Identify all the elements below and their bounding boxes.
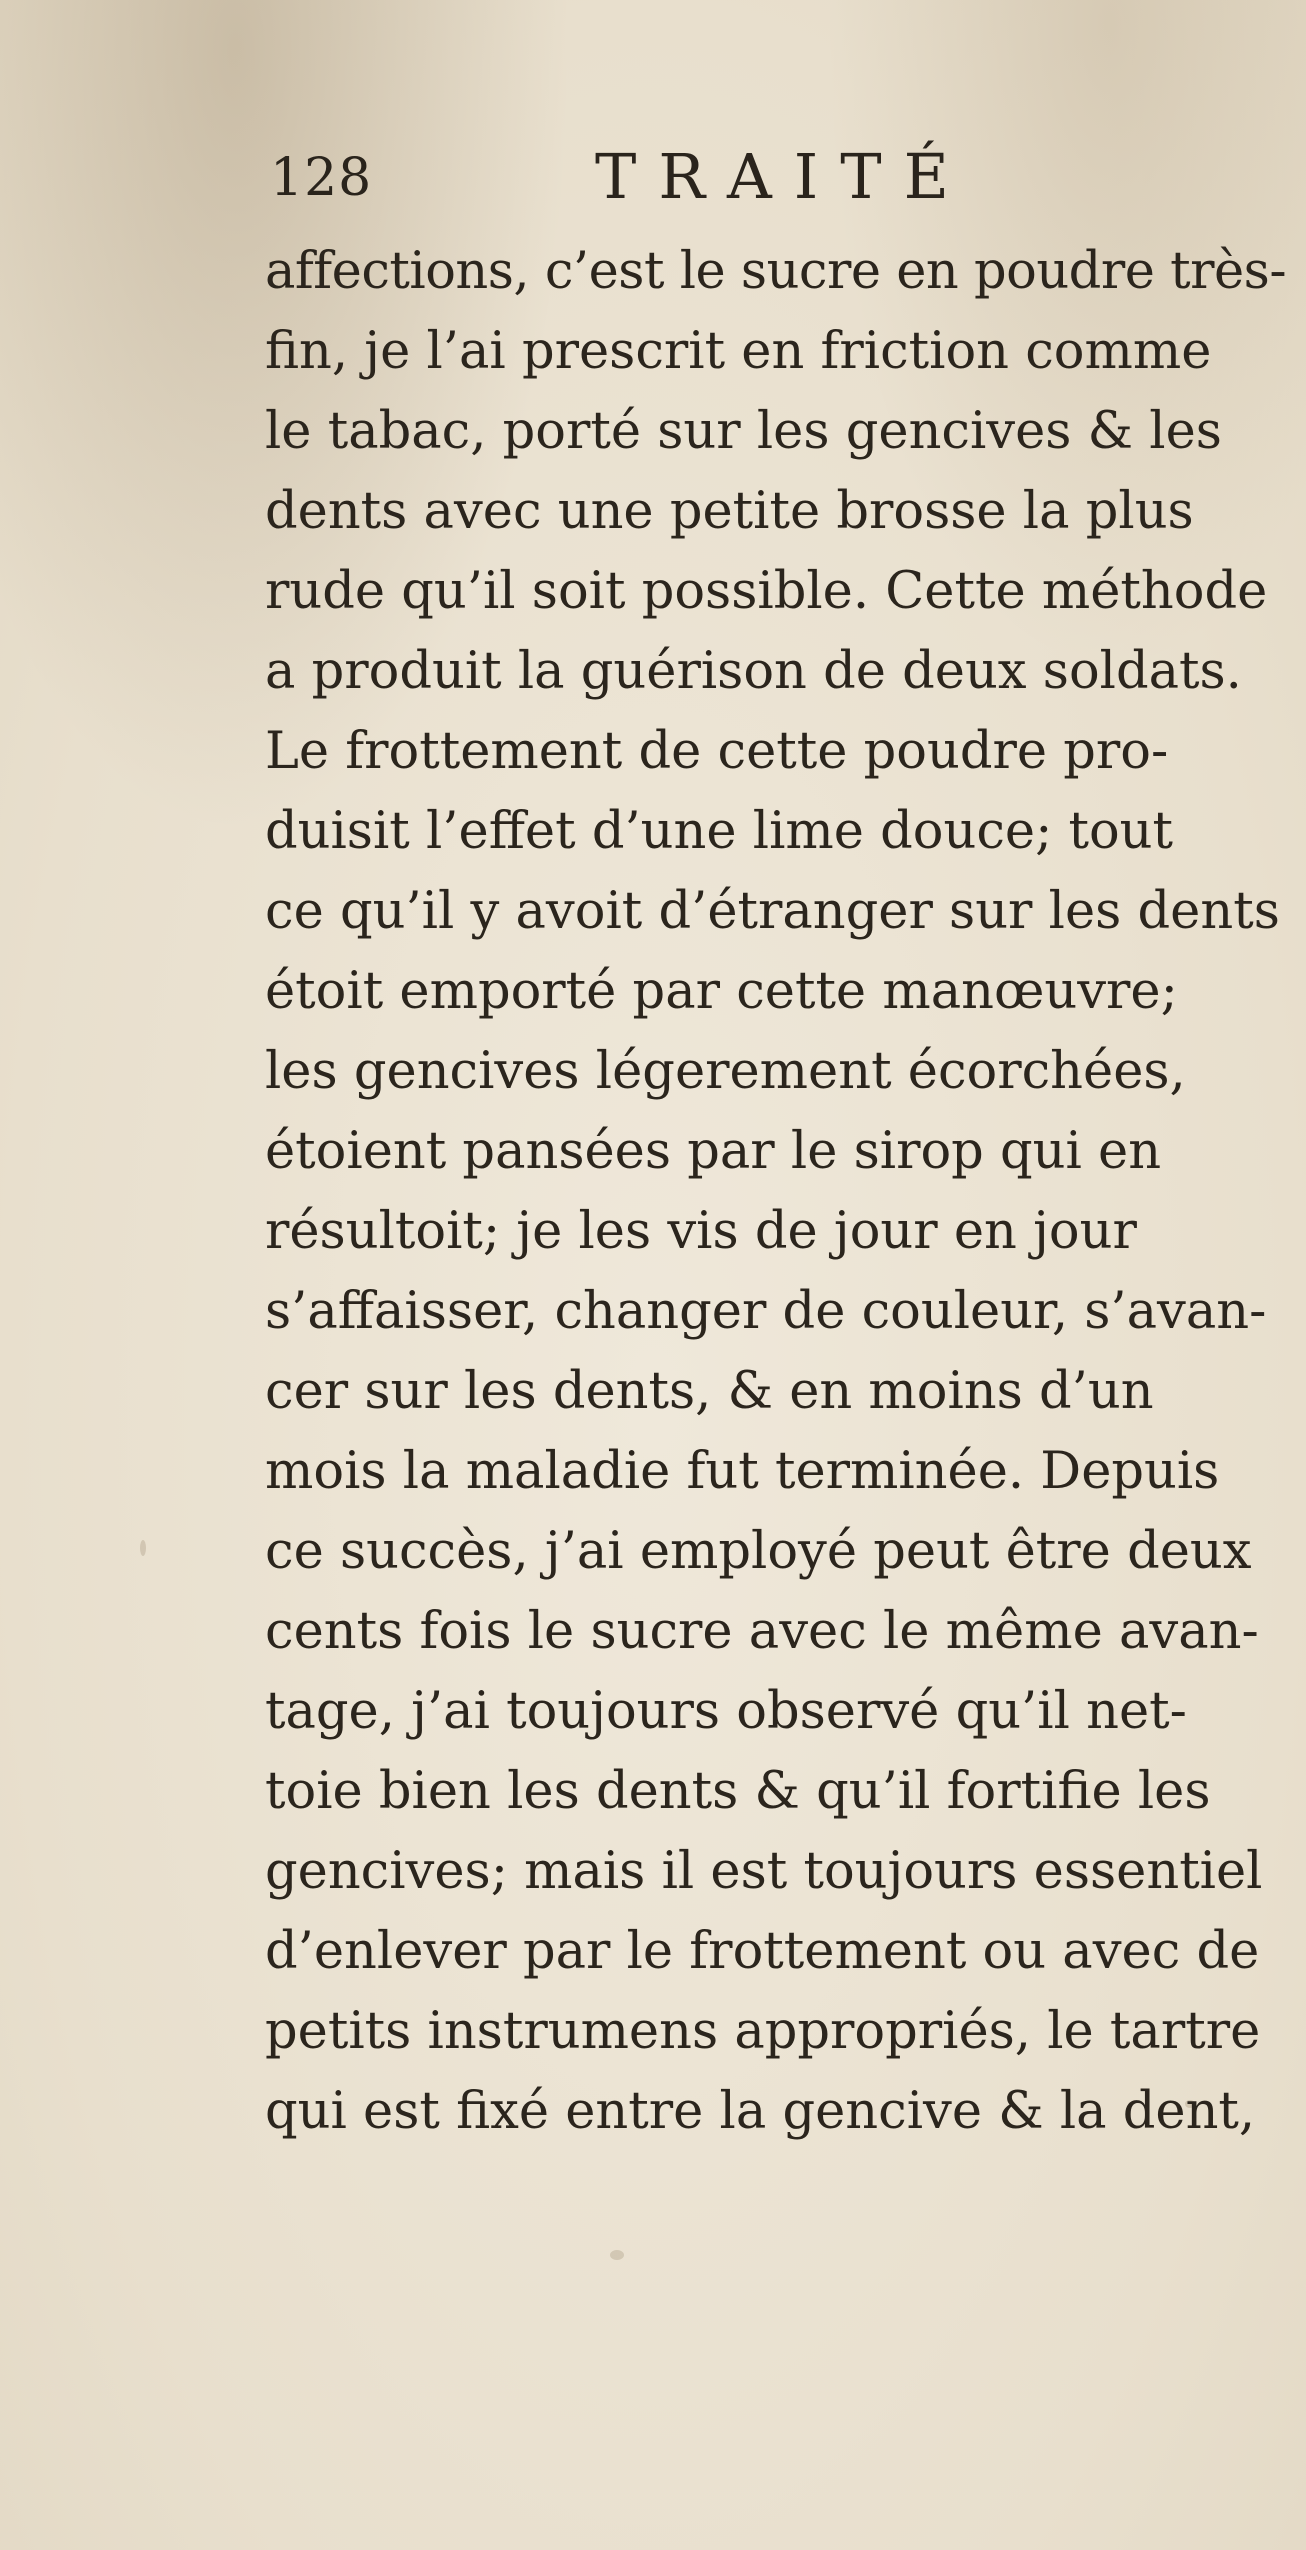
text-line: étoit emporté par cette manœuvre; bbox=[265, 962, 1178, 1021]
running-head: TRAITÉ bbox=[595, 140, 971, 213]
text-line: gencives; mais il est toujours essentiel bbox=[265, 1842, 1263, 1901]
text-line: ce qu’il y avoit d’étranger sur les dents bbox=[265, 882, 1280, 941]
paper-stain bbox=[610, 2250, 624, 2260]
text-line: d’enlever par le frottement ou avec de bbox=[265, 1922, 1260, 1981]
text-line: cer sur les dents, & en moins d’un bbox=[265, 1362, 1154, 1421]
text-line: s’affaisser, changer de couleur, s’avan- bbox=[265, 1282, 1267, 1341]
text-line: mois la maladie fut terminée. Depuis bbox=[265, 1442, 1220, 1501]
paper-stain bbox=[140, 1540, 146, 1556]
text-line: cents fois le sucre avec le même avan- bbox=[265, 1602, 1259, 1661]
text-line: étoient pansées par le sirop qui en bbox=[265, 1122, 1162, 1181]
text-line: fin, je l’ai prescrit en friction comme bbox=[265, 322, 1212, 381]
text-line: toie bien les dents & qu’il fortifie les bbox=[265, 1762, 1211, 1821]
text-line: qui est fixé entre la gencive & la dent, bbox=[265, 2082, 1256, 2141]
text-line: duisit l’effet d’une lime douce; tout bbox=[265, 802, 1174, 861]
text-line: petits instrumens appropriés, le tartre bbox=[265, 2002, 1261, 2061]
page-header bbox=[270, 140, 1070, 220]
page-number: 128 bbox=[270, 148, 373, 208]
text-line: ce succès, j’ai employé peut être deux bbox=[265, 1522, 1252, 1581]
text-line: résultoit; je les vis de jour en jour bbox=[265, 1202, 1137, 1261]
text-line: tage, j’ai toujours observé qu’il net- bbox=[265, 1682, 1187, 1741]
text-line: affections, c’est le sucre en poudre très- bbox=[265, 242, 1287, 301]
text-line: Le frottement de cette poudre pro- bbox=[265, 722, 1169, 781]
text-line: le tabac, porté sur les gencives & les bbox=[265, 402, 1222, 461]
text-line: les gencives légerement écorchées, bbox=[265, 1042, 1186, 1101]
text-line: a produit la guérison de deux soldats. bbox=[265, 642, 1242, 701]
body-text bbox=[265, 232, 1285, 2152]
text-line: rude qu’il soit possible. Cette méthode bbox=[265, 562, 1268, 621]
text-line: dents avec une petite brosse la plus bbox=[265, 482, 1194, 541]
